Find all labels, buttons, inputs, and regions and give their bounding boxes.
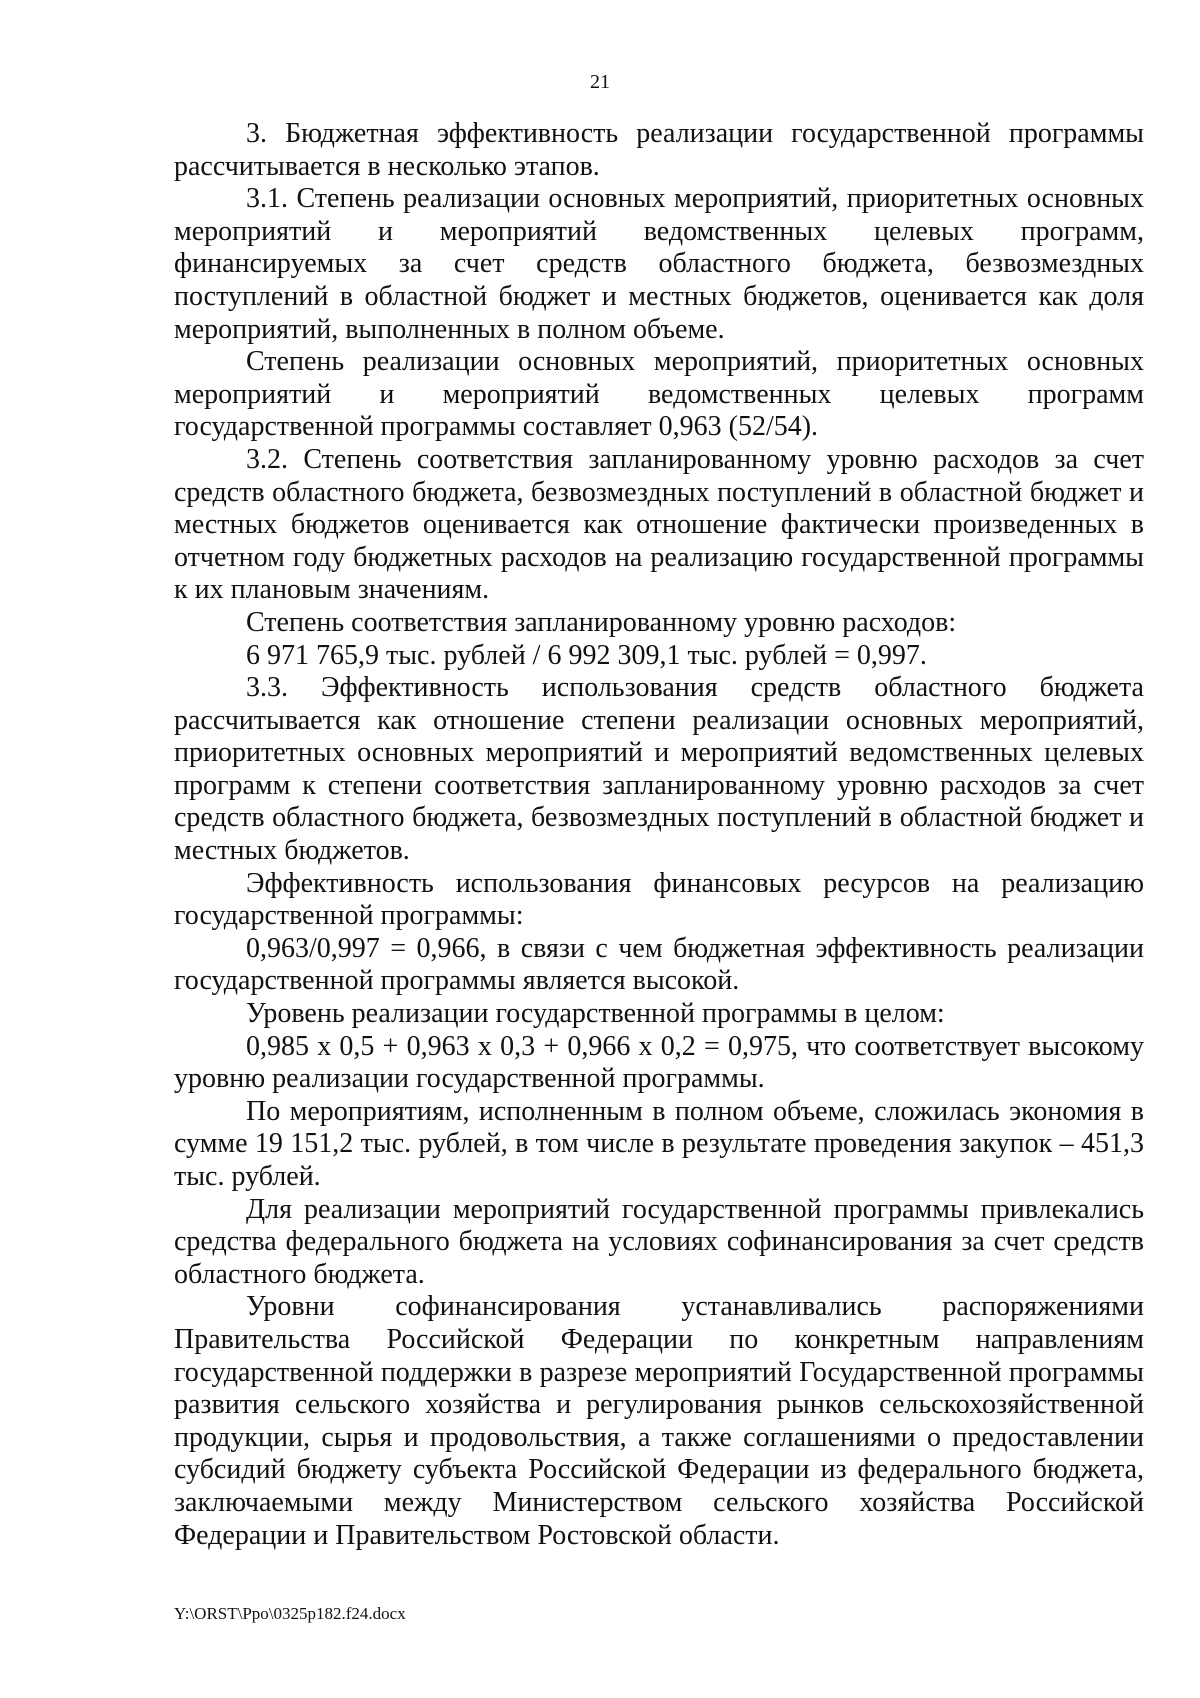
paragraph-cofinancing-levels: Уровни софинансирования устанавливались распоряжениями Правительства Российской Федерации по конкретным направлениям государственной поддержки в разрезе мероприятий Государственной программы развития сельского хозяйства и регулирования рынков сельскохозяйственной продукции, сырья и продовольствия, а также соглашениями о предоставлении субсидий бюджету субъекта Российской Федерации из федерального бюджета, заключаемыми между Министерством сельского хозяйства Российской Федерации и Правительством Ростовской области. [174, 1291, 1144, 1551]
paragraph-federal-funds: Для реализации мероприятий государственной программы привлекались средства федерального бюджета на условиях софинансирования за счет средств областного бюджета. [174, 1193, 1144, 1290]
paragraph-expense-compliance-formula: 6 971 765,9 тыс. рублей / 6 992 309,1 тыс. рублей = 0,997. [246, 639, 927, 671]
paragraph-implementation-value: Степень реализации основных мероприятий, приоритетных основных мероприятий и мероприятий ведомственных целевых программ государственной программы составляет 0,963 (52/54). [174, 346, 1144, 443]
document-body [174, 118, 1144, 1552]
paragraph-3-budget-efficiency: 3. Бюджетная эффективность реализации государственной программы рассчитывается в несколько этапов. [174, 118, 1144, 182]
paragraph-financial-resources-label: Эффективность использования финансовых ресурсов на реализацию государственной программы: [174, 867, 1144, 932]
paragraph-savings: По мероприятиям, исполненным в полном объеме, сложилась экономия в сумме 19 151,2 тыс. рублей, в том числе в результате проведения закупок – 451,3 тыс. рублей. [174, 1095, 1144, 1192]
paragraph-3-2-expense-compliance: 3.2. Степень соответствия запланированному уровню расходов за счет средств областного бюджета, безвозмездных поступлений в областной бюджет и местных бюджетов оценивается как отношение фактически произведенных в отчетном году бюджетных расходов на реализацию государственной программы к их плановым значениям. [174, 443, 1144, 606]
paragraph-overall-level-formula: 0,985 x 0,5 + 0,963 x 0,3 + 0,966 x 0,2 = 0,975, что соответствует высокому уровню реализации государственной программы. [174, 1030, 1144, 1095]
paragraph-expense-compliance-label: Степень соответствия запланированному уровню расходов: [246, 606, 957, 638]
page-number: 21 [590, 71, 610, 93]
paragraph-financial-resources-formula: 0,963/0,997 = 0,966, в связи с чем бюджетная эффективность реализации государственной программы является высокой. [174, 932, 1144, 997]
paragraph-overall-level-label: Уровень реализации государственной программы в целом: [246, 998, 945, 1030]
paragraph-3-1-implementation-degree: 3.1. Степень реализации основных мероприятий, приоритетных основных мероприятий и мероприятий ведомственных целевых программ, финансируемых за счет средств областного бюджета, безвозмездных поступлений в областной бюджет и местных бюджетов, оценивается как доля мероприятий, выполненных в полном объеме. [174, 183, 1144, 345]
paragraph-3-3-funds-efficiency: 3.3. Эффективность использования средств областного бюджета рассчитывается как отношение степени реализации основных мероприятий, приоритетных основных мероприятий и мероприятий ведомственных целевых программ к степени соответствия запланированному уровню расходов за счет средств областного бюджета, безвозмездных поступлений в областной бюджет и местных бюджетов. [174, 672, 1144, 867]
file-path-footer: Y:\ORST\Ppo\0325p182.f24.docx [174, 1604, 406, 1623]
